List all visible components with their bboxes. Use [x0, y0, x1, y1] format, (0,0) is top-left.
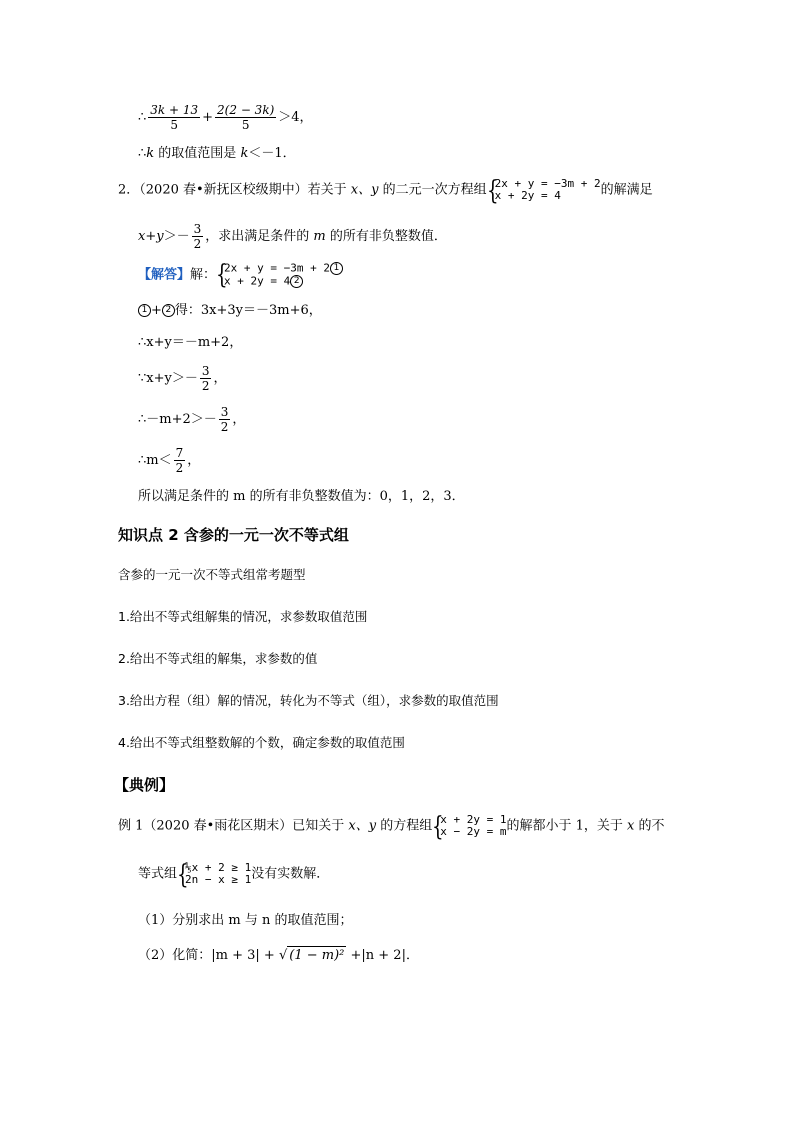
answer-label: 【解答】 — [138, 267, 191, 283]
example-1-question-2: （2）化简：|m + 3| + √ (1 − m)² +|n + 2|． — [138, 948, 419, 963]
list-item-4: 4.给出不等式组整数解的个数，确定参数的取值范围 — [118, 735, 405, 750]
example-1-line-2: 等式组 { ⅕x + 2 ≥ 1 2n − x ≥ 1 没有实数解． — [138, 860, 330, 890]
fraction-1: $\frac{3k + 13}{5}$ — [150, 103, 199, 132]
list-item-3: 3.给出方程（组）解的情况，转化为不等式（组），求参数的取值范围 — [118, 693, 499, 708]
fraction-2: $\frac{2(2 - 3k)}{5}$ — [217, 103, 275, 132]
section-subtitle: 含参的一元一次不等式组常考题型 — [118, 567, 306, 582]
list-item-2: 2.给出不等式组的解集，求参数的值 — [118, 651, 318, 666]
answer-equation-system: { 2x + y = −3m + 2 1 x + 2y = 4 2 — [216, 262, 343, 288]
line-k-range: ∴k 的取值范围是 k＜－1． — [138, 146, 296, 161]
step-because: ∵x+y＞－ $\frac{3}{2}$ ， — [138, 364, 227, 393]
equation-system: { 2x + y = −3m + 2 x + 2y = 4 — [486, 176, 601, 206]
question-2-line-2: x+y＞－ $\frac{3}{2}$ ，求出满足条件的 m 的所有非负整数值． — [138, 222, 447, 251]
circled-number-1: 1 — [330, 262, 343, 275]
answer-line: 【解答】解： { 2x + y = −3m + 2 1 x + 2y = 4 2 — [138, 262, 343, 288]
example-1-question-1: （1）分别求出 m 与 n 的取值范围； — [138, 913, 353, 928]
example-1-line-1: 例 1（2020 春•雨花区期末）已知关于 x、y 的方程组 { x + 2y = 1 x − 2y = m 的解都小于 1，关于 x 的不 — [118, 812, 665, 842]
inequality-system: { ⅕x + 2 ≥ 1 2n − x ≥ 1 — [177, 860, 252, 890]
section-title-knowledge-point-2: 知识点 2 含参的一元一次不等式组 — [118, 526, 349, 544]
list-item-1: 1.给出不等式组解集的情况，求参数取值范围 — [118, 609, 368, 624]
step-sum-expression: ∴x+y＝－m+2， — [138, 335, 243, 350]
therefore-symbol: ∴ — [138, 110, 147, 125]
step-m-range: ∴m＜ $\frac{7}{2}$ ， — [138, 446, 201, 475]
example-equation-system: { x + 2y = 1 x − 2y = m — [432, 812, 507, 842]
circled-number-2: 2 — [290, 275, 303, 288]
step-therefore-inequality: ∴－m+2＞－ $\frac{3}{2}$ ， — [138, 405, 246, 434]
example-header: 【典例】 — [114, 776, 175, 794]
question-2-line-1: 2．（2020 春•新抚区校级期中）若关于 x、y 的二元一次方程组 { 2x + y = −3m + 2 x + 2y = 4 的解满足 — [118, 176, 653, 206]
step-add-equations: 1 + 2 得：3x+3y＝－3m+6， — [138, 302, 322, 320]
square-root: √ (1 − m)² — [278, 948, 345, 963]
line-inequality-sum: ∴ $\frac{3k + 13}{5}$ + $\frac{2(2 - 3k)}{5}$ ＞4， — [138, 103, 313, 132]
step-conclusion: 所以满足条件的 m 的所有非负整数值为：0，1，2，3． — [138, 489, 465, 504]
